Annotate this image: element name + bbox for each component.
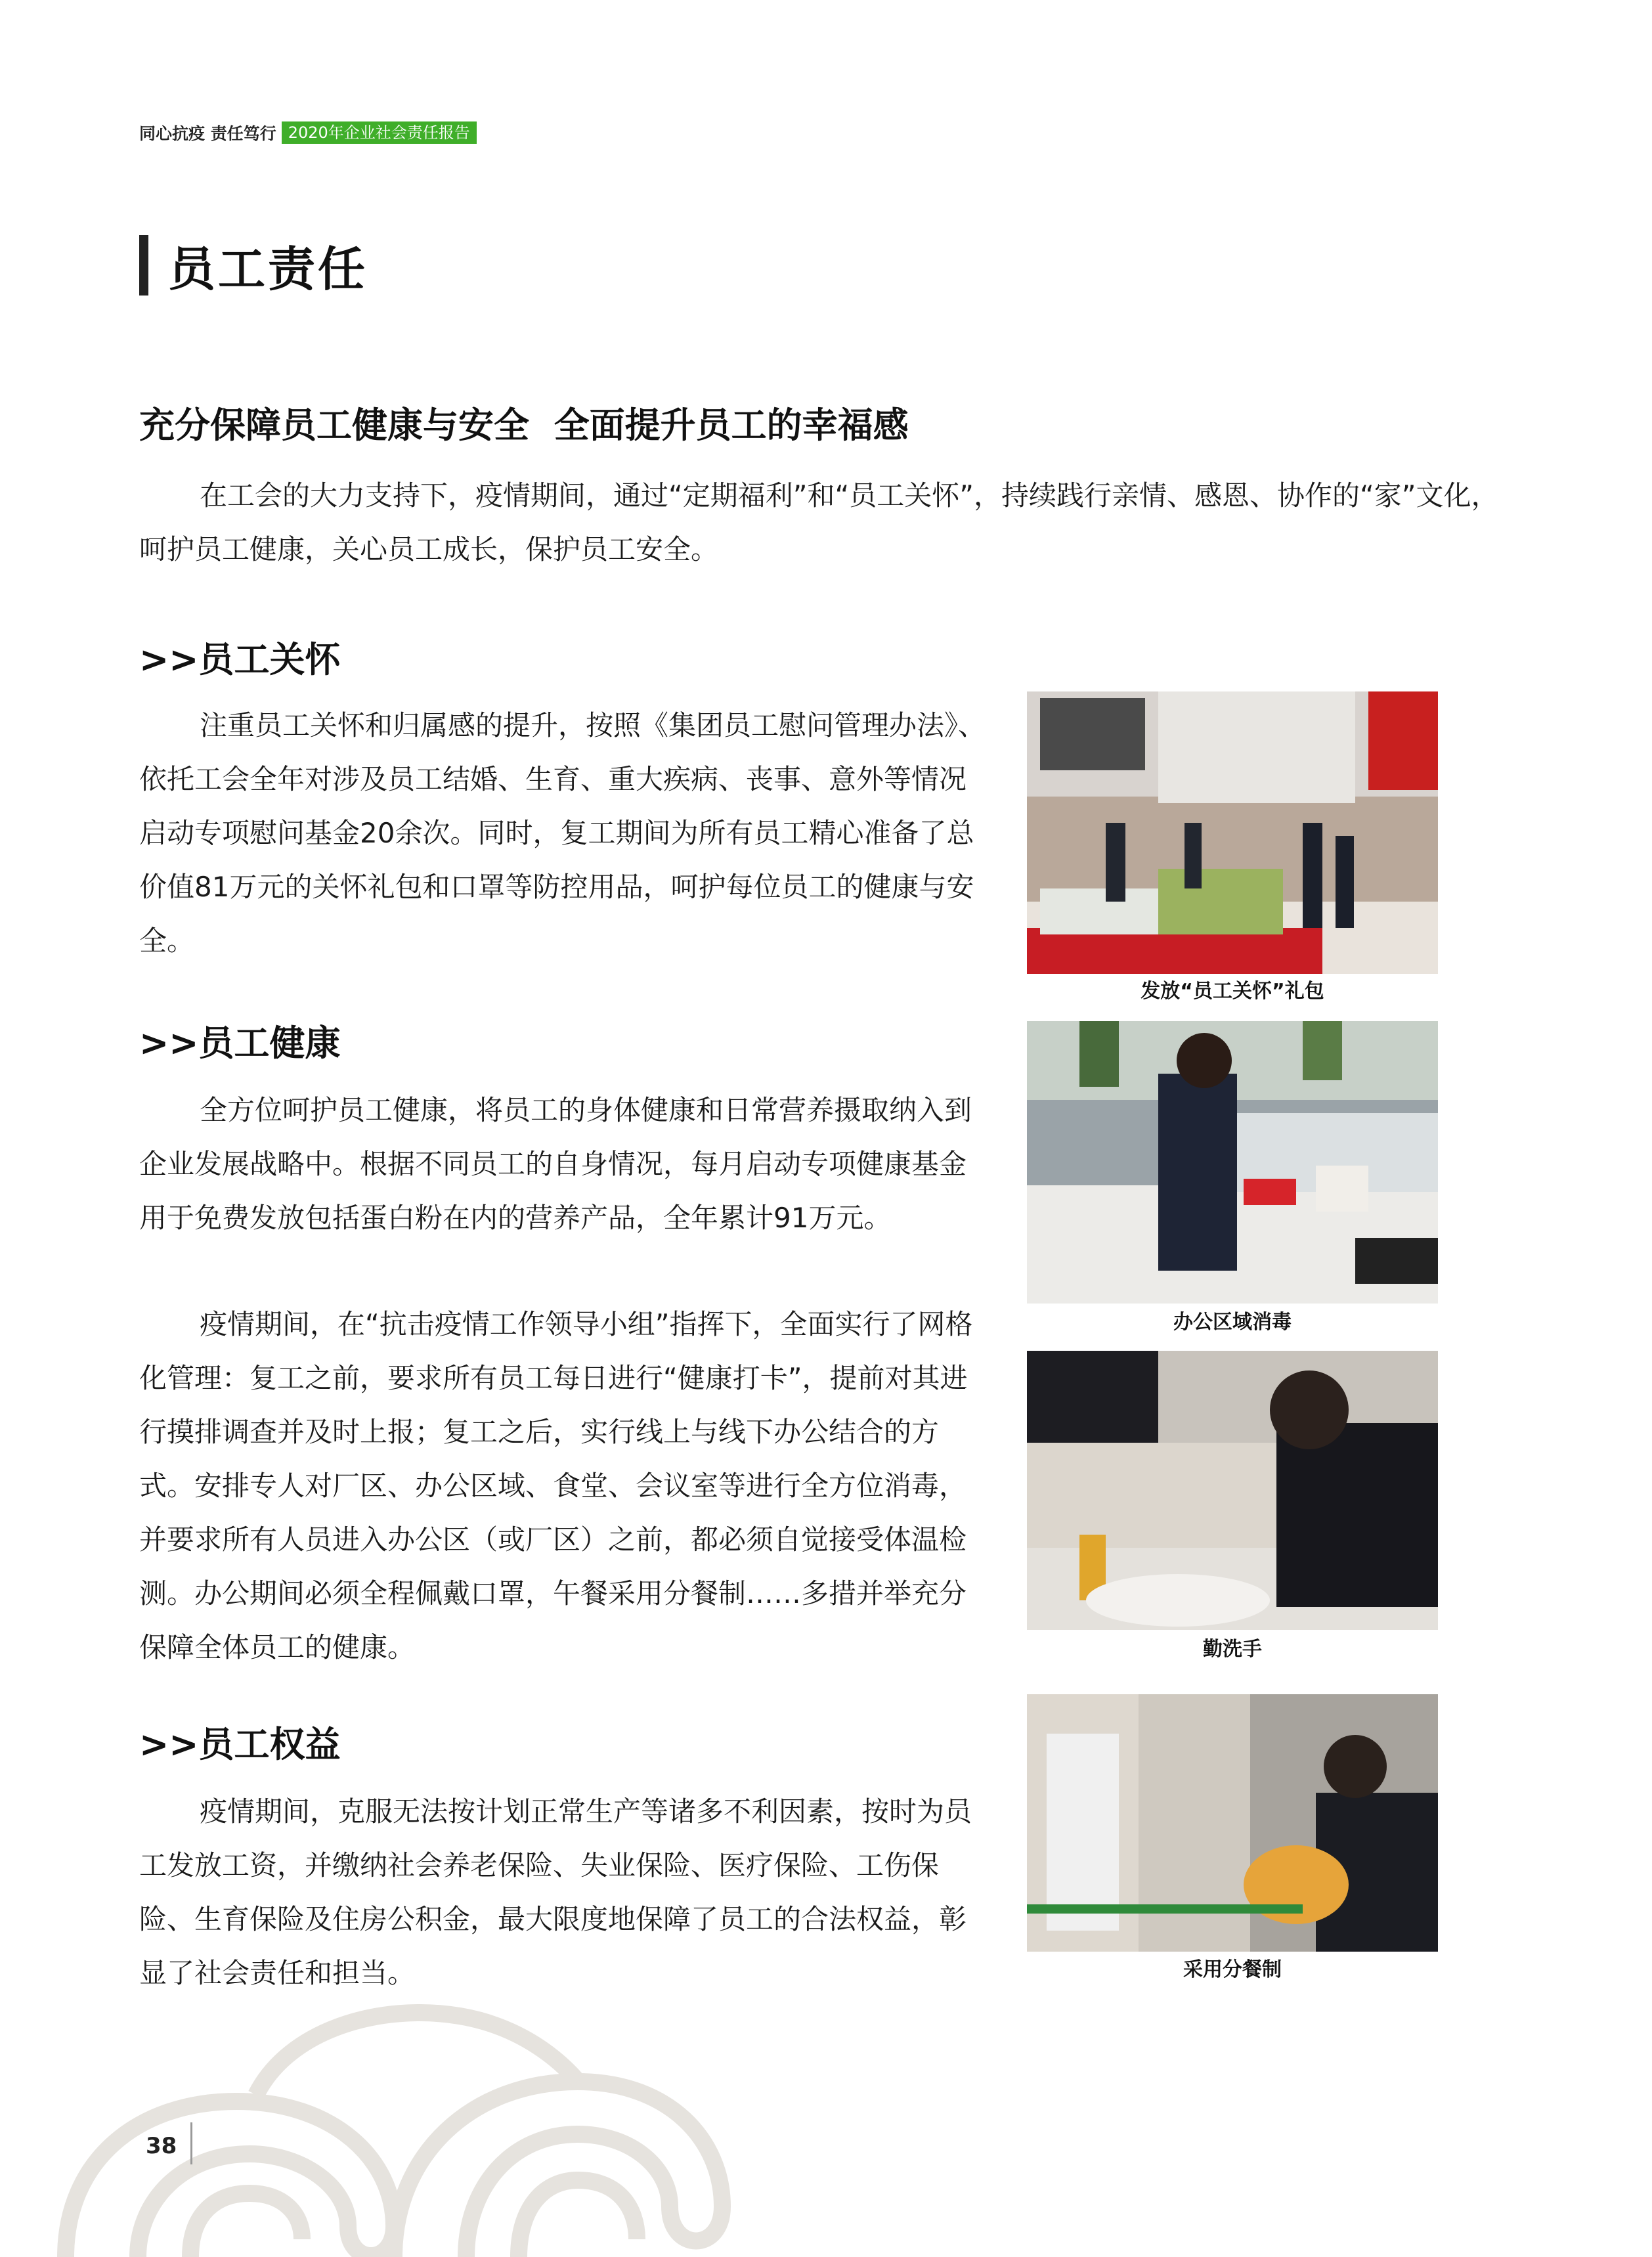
paragraph-employee-care: 注重员工关怀和归属感的提升，按照《集团员工慰问管理办法》、依托工会全年对涉及员工结婚、生育、重大疾病、丧事、意外等情况启动专项慰问基金20余次。同时，复工期间为所有员工精心准备了总价值81万元的关怀礼包和口罩等防控用品，呵护每位员工的健康与安全。 — [139, 709, 986, 957]
caption-gift-distribution: 发放“员工关怀”礼包 — [1141, 980, 1324, 1003]
photo-separate-meals — [1027, 1694, 1438, 1952]
heading-employee-rights: >>员工权益 — [139, 1724, 341, 1765]
photo-office-disinfection — [1027, 1021, 1438, 1304]
heading-employee-care: >>员工关怀 — [139, 639, 341, 680]
heading-employee-health: >>员工健康 — [139, 1022, 341, 1064]
running-header — [139, 121, 477, 144]
photo-gift-distribution — [1027, 691, 1438, 974]
paragraph-employee-health-1: 全方位呵护员工健康，将员工的身体健康和日常营养摄取纳入到企业发展战略中。根据不同员工的自身情况，每月启动专项健康基金用于免费发放包括蛋白粉在内的营养产品，全年累计91万元。 — [139, 1094, 972, 1234]
header-slogan: 同心抗疫 责任笃行 — [139, 124, 276, 143]
report-tag: 2020年企业社会责任报告 — [282, 121, 477, 144]
cloud-pattern-decoration — [39, 1990, 735, 2257]
paragraph-employee-health-2: 疫情期间，在“抗击疫情工作领导小组”指挥下，全面实行了网格化管理：复工之前，要求所有员工每日进行“健康打卡”，提前对其进行摸排调查并及时上报；复工之后，实行线上与线下办公结合的方式。安排专人对厂区、办公区域、食堂、会议室等进行全方位消毒，并要求所有人员进入办公区（或厂区）之前，都必须自觉接受体温检测。办公期间必须全程佩戴口罩，午餐采用分餐制……多措并举充分保障全体员工的健康。 — [139, 1308, 973, 1663]
caption-separate-meals: 采用分餐制 — [1183, 1958, 1282, 1981]
intro-paragraph: 在工会的大力支持下，疫情期间，通过“定期福利”和“员工关怀”，持续践行亲情、感恩、协作的“家”文化，呵护员工健康，关心员工成长，保护员工安全。 — [139, 479, 1499, 565]
caption-hand-washing: 勤洗手 — [1203, 1638, 1262, 1661]
page-title: 员工责任 — [168, 242, 368, 297]
subtitle: 充分保障员工健康与安全 全面提升员工的幸福感 — [139, 405, 909, 446]
footer-divider — [190, 2122, 192, 2164]
caption-office-disinfection: 办公区域消毒 — [1173, 1311, 1292, 1334]
section-title — [139, 235, 368, 296]
page-number: 38 — [146, 2133, 177, 2159]
title-bar — [139, 235, 148, 296]
photo-hand-washing — [1027, 1351, 1438, 1630]
paragraph-employee-rights: 疫情期间，克服无法按计划正常生产等诸多不利因素，按时为员工发放工资，并缴纳社会养老保险、失业保险、医疗保险、工伤保险、生育保险及住房公积金，最大限度地保障了员工的合法权益，彰显了社会责任和担当。 — [139, 1795, 972, 1989]
